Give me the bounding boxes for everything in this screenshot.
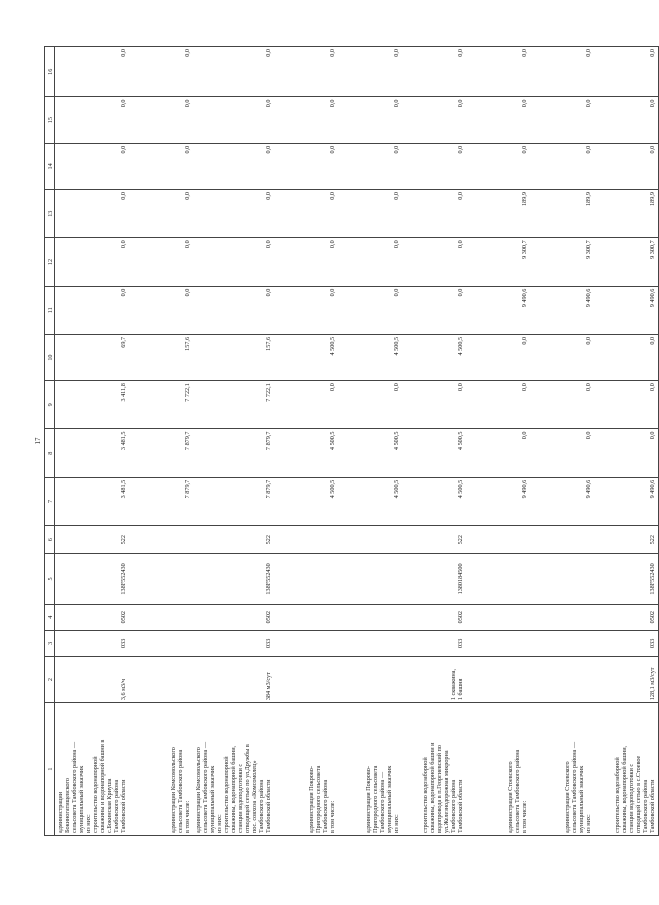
row-name-line: Тамбовского района bbox=[642, 779, 649, 833]
row-name-line: администрации Комсомольского bbox=[195, 747, 202, 833]
table-row bbox=[402, 47, 466, 836]
amount-cell-c13: 189,9 bbox=[594, 190, 659, 238]
row-name-line: станции водоподготовки с bbox=[628, 763, 635, 833]
table-row bbox=[594, 47, 659, 836]
table-row bbox=[530, 47, 594, 836]
amount-cell-c11: 9 490,6 bbox=[530, 286, 594, 334]
capacity-cell bbox=[530, 656, 594, 702]
row-name-cell bbox=[193, 703, 274, 836]
row-name-line: Тамбовского района bbox=[258, 779, 265, 833]
amount-cell-c13: 0,0 bbox=[193, 190, 274, 238]
row-name-line: администрации bbox=[57, 791, 64, 833]
amount-cell-c9: 0,0 bbox=[338, 381, 402, 429]
row-name-line: муниципальный заказчик bbox=[386, 765, 393, 833]
amount-cell-c11: 0,0 bbox=[129, 286, 193, 334]
expense-type-cell: 522 bbox=[594, 526, 659, 554]
column-number-14: 14 bbox=[45, 143, 55, 189]
column-number-2: 2 bbox=[45, 656, 55, 702]
column-number-8: 8 bbox=[45, 429, 55, 477]
header-row bbox=[45, 47, 55, 836]
target-code-cell bbox=[338, 554, 402, 604]
row-name-line: из них: bbox=[585, 814, 592, 833]
target-code-cell bbox=[530, 554, 594, 604]
amount-cell-c15: 0,0 bbox=[530, 97, 594, 143]
row-name-line: строительство водозаборной bbox=[614, 757, 621, 833]
capacity-cell bbox=[55, 656, 130, 702]
target-code-cell bbox=[129, 554, 193, 604]
ministry-code-cell bbox=[129, 630, 193, 656]
amount-cell-c10: 157,6 bbox=[129, 334, 193, 380]
expense-type-cell bbox=[466, 526, 530, 554]
amount-cell-c12: 9 300,7 bbox=[530, 238, 594, 286]
amount-cell-c11: 0,0 bbox=[55, 286, 130, 334]
row-name-line: в том числе: bbox=[184, 800, 191, 833]
amount-cell-c8: 0,0 bbox=[530, 429, 594, 477]
row-name-cell bbox=[129, 703, 193, 836]
amount-cell-c8: 4 500,5 bbox=[402, 429, 466, 477]
row-name-cell bbox=[274, 703, 338, 836]
column-number-13: 13 bbox=[45, 190, 55, 238]
amount-cell-c11: 0,0 bbox=[402, 286, 466, 334]
row-name-line: муниципальный заказчик bbox=[578, 765, 585, 833]
row-name-line: из них: bbox=[216, 814, 223, 833]
ministry-code-cell bbox=[530, 630, 594, 656]
capacity-line: 128,1 м3/сут bbox=[649, 667, 656, 701]
amount-cell-c8: 7 879,7 bbox=[129, 429, 193, 477]
row-name-line: с.Бокинская Криуша bbox=[106, 778, 113, 833]
row-name-line: Тамбовской области bbox=[265, 779, 272, 833]
capacity-cell bbox=[338, 656, 402, 702]
amount-cell-c12: 9 300,7 bbox=[466, 238, 530, 286]
amount-cell-c14: 0,0 bbox=[274, 143, 338, 189]
row-name-line: Тамбовского района bbox=[450, 779, 457, 833]
amount-cell-c13: 0,0 bbox=[129, 190, 193, 238]
row-name-line: муниципальный заказчик bbox=[78, 765, 85, 833]
amount-cell-c9: 0,0 bbox=[594, 381, 659, 429]
column-number-7: 7 bbox=[45, 477, 55, 525]
amount-cell-c7: 9 490,6 bbox=[594, 477, 659, 525]
row-name-line: администрация Покрово- bbox=[308, 766, 315, 833]
rotated-table-page bbox=[34, 46, 656, 836]
capacity-cell bbox=[193, 656, 274, 702]
amount-cell-c15: 0,0 bbox=[274, 97, 338, 143]
amount-cell-c16: 0,0 bbox=[594, 47, 659, 97]
capacity-cell bbox=[129, 656, 193, 702]
row-name-line: в том числе: bbox=[521, 800, 528, 833]
row-name-line: Тамбовского района bbox=[322, 779, 329, 833]
capacity-line: 384 м3/сут bbox=[265, 672, 272, 701]
amount-cell-c12: 0,0 bbox=[129, 238, 193, 286]
expense-type-cell: 522 bbox=[55, 526, 130, 554]
amount-cell-c11: 0,0 bbox=[274, 286, 338, 334]
amount-cell-c9: 3 411,8 bbox=[55, 381, 130, 429]
amount-cell-c14: 0,0 bbox=[129, 143, 193, 189]
row-name-line: сельсовета Тамбовского района — bbox=[571, 741, 578, 833]
amount-cell-c9: 0,0 bbox=[274, 381, 338, 429]
section-code-cell: 0502 bbox=[193, 604, 274, 630]
row-name-line: сельсовета Тамбовского района — bbox=[71, 741, 78, 833]
amount-cell-c14: 0,0 bbox=[193, 143, 274, 189]
amount-cell-c10: 0,0 bbox=[594, 334, 659, 380]
amount-cell-c9: 7 722,1 bbox=[129, 381, 193, 429]
row-name-line: Тамбовского района — bbox=[379, 771, 386, 833]
expense-type-cell bbox=[129, 526, 193, 554]
amount-cell-c12: 0,0 bbox=[338, 238, 402, 286]
amount-cell-c7: 4 500,5 bbox=[402, 477, 466, 525]
row-name-line: отводящей сетью по ул.Дружбы в bbox=[244, 744, 251, 833]
amount-cell-c15: 0,0 bbox=[129, 97, 193, 143]
row-name-cell bbox=[530, 703, 594, 836]
row-name-line: строительство водонапорной bbox=[92, 756, 99, 833]
row-name-line: скважины, водонапорной башни, bbox=[621, 745, 628, 833]
amount-cell-c11: 9 490,6 bbox=[466, 286, 530, 334]
table-row bbox=[274, 47, 338, 836]
amount-cell-c12: 0,0 bbox=[193, 238, 274, 286]
capacity-line: 3,6 м3/ч bbox=[120, 679, 127, 701]
row-name-line: Пригородного сельсовета bbox=[315, 765, 322, 833]
amount-cell-c14: 0,0 bbox=[530, 143, 594, 189]
expense-type-cell: 522 bbox=[193, 526, 274, 554]
amount-cell-c16: 0,0 bbox=[55, 47, 130, 97]
amount-cell-c15: 0,0 bbox=[466, 97, 530, 143]
amount-cell-c13: 189,9 bbox=[466, 190, 530, 238]
row-name-line: станции водоподготовки с bbox=[237, 763, 244, 833]
amount-cell-c14: 0,0 bbox=[338, 143, 402, 189]
amount-cell-c11: 0,0 bbox=[338, 286, 402, 334]
amount-cell-c10: 4 500,5 bbox=[402, 334, 466, 380]
table-row bbox=[338, 47, 402, 836]
ministry-code-cell: 033 bbox=[193, 630, 274, 656]
ministry-code-cell bbox=[338, 630, 402, 656]
row-name-line: Тамбовской области bbox=[649, 779, 656, 833]
row-name-line: отводящей сетью в с.Стоевое bbox=[635, 755, 642, 833]
amount-cell-c8: 0,0 bbox=[594, 429, 659, 477]
amount-cell-c13: 0,0 bbox=[402, 190, 466, 238]
amount-cell-c9: 0,0 bbox=[402, 381, 466, 429]
column-number-5: 5 bbox=[45, 554, 55, 604]
amount-cell-c16: 0,0 bbox=[338, 47, 402, 97]
amount-cell-c8: 4 500,5 bbox=[338, 429, 402, 477]
ministry-code-cell: 033 bbox=[55, 630, 130, 656]
amount-cell-c15: 0,0 bbox=[55, 97, 130, 143]
expense-type-cell bbox=[530, 526, 594, 554]
amount-cell-c10: 0,0 bbox=[530, 334, 594, 380]
expense-type-cell bbox=[274, 526, 338, 554]
amount-cell-c10: 0,0 bbox=[466, 334, 530, 380]
row-name-cell bbox=[338, 703, 402, 836]
table-row bbox=[55, 47, 130, 836]
column-number-4: 4 bbox=[45, 604, 55, 630]
ministry-code-cell bbox=[466, 630, 530, 656]
row-name-line: администрация Покрово- bbox=[365, 766, 372, 833]
row-name-line: из них: bbox=[393, 814, 400, 833]
row-name-line: сельсовета Тамбовского района — bbox=[202, 741, 209, 833]
row-name-line: Тамбовской области bbox=[457, 779, 464, 833]
amount-cell-c14: 0,0 bbox=[402, 143, 466, 189]
expense-type-cell: 522 bbox=[402, 526, 466, 554]
financing-table bbox=[44, 46, 659, 836]
amount-cell-c15: 0,0 bbox=[193, 97, 274, 143]
amount-cell-c10: 69,7 bbox=[55, 334, 130, 380]
section-code-cell bbox=[129, 604, 193, 630]
row-name-line: в том числе: bbox=[329, 800, 336, 833]
amount-cell-c10: 4 500,5 bbox=[338, 334, 402, 380]
amount-cell-c16: 0,0 bbox=[402, 47, 466, 97]
amount-cell-c7: 7 879,7 bbox=[193, 477, 274, 525]
capacity-cell bbox=[274, 656, 338, 702]
section-code-cell bbox=[274, 604, 338, 630]
amount-cell-c13: 0,0 bbox=[274, 190, 338, 238]
row-name-line: водопровода в п.Георгиевский по bbox=[436, 745, 443, 833]
amount-cell-c11: 0,0 bbox=[193, 286, 274, 334]
section-code-cell: 0502 bbox=[55, 604, 130, 630]
section-code-cell bbox=[338, 604, 402, 630]
amount-cell-c12: 9 300,7 bbox=[594, 238, 659, 286]
amount-cell-c12: 0,0 bbox=[402, 238, 466, 286]
page-number: 17 bbox=[34, 437, 42, 445]
capacity-cell bbox=[594, 656, 659, 702]
capacity-line: 1 башня bbox=[457, 678, 464, 701]
amount-cell-c16: 0,0 bbox=[129, 47, 193, 97]
amount-cell-c7: 7 879,7 bbox=[129, 477, 193, 525]
expense-type-cell bbox=[338, 526, 402, 554]
row-name-line: из них: bbox=[85, 814, 92, 833]
row-name-line: пос. совхоза «Комсомолец» bbox=[251, 760, 258, 833]
column-number-15: 15 bbox=[45, 97, 55, 143]
table-body bbox=[45, 47, 659, 836]
column-number-16: 16 bbox=[45, 47, 55, 97]
amount-cell-c15: 0,0 bbox=[402, 97, 466, 143]
amount-cell-c13: 189,9 bbox=[530, 190, 594, 238]
row-name-line: муниципальный заказчик bbox=[209, 765, 216, 833]
section-code-cell bbox=[530, 604, 594, 630]
column-number-6: 6 bbox=[45, 526, 55, 554]
target-code-cell bbox=[274, 554, 338, 604]
amount-cell-c16: 0,0 bbox=[193, 47, 274, 97]
amount-cell-c7: 4 500,5 bbox=[338, 477, 402, 525]
column-number-10: 10 bbox=[45, 334, 55, 380]
row-name-line: строительство водонапорной bbox=[223, 756, 230, 833]
column-number-9: 9 bbox=[45, 381, 55, 429]
amount-cell-c16: 0,0 bbox=[530, 47, 594, 97]
amount-cell-c12: 0,0 bbox=[274, 238, 338, 286]
amount-cell-c9: 0,0 bbox=[466, 381, 530, 429]
target-code-cell: 138F552430 bbox=[594, 554, 659, 604]
row-name-line: скважины, водонапорной башни и bbox=[429, 742, 436, 833]
amount-cell-c7: 9 490,6 bbox=[466, 477, 530, 525]
ministry-code-cell: 033 bbox=[402, 630, 466, 656]
amount-cell-c16: 0,0 bbox=[466, 47, 530, 97]
section-code-cell: 0502 bbox=[402, 604, 466, 630]
amount-cell-c8: 0,0 bbox=[466, 429, 530, 477]
amount-cell-c14: 0,0 bbox=[466, 143, 530, 189]
amount-cell-c9: 7 722,1 bbox=[193, 381, 274, 429]
amount-cell-c13: 0,0 bbox=[55, 190, 130, 238]
amount-cell-c7: 3 481,5 bbox=[55, 477, 130, 525]
amount-cell-c8: 3 481,5 bbox=[55, 429, 130, 477]
section-code-cell bbox=[466, 604, 530, 630]
row-name-line: сельсовета Тамбовского района bbox=[177, 749, 184, 833]
column-number-1: 1 bbox=[45, 703, 55, 836]
target-code-cell: 1380184500 bbox=[402, 554, 466, 604]
column-number-12: 12 bbox=[45, 238, 55, 286]
capacity-cell bbox=[466, 656, 530, 702]
amount-cell-c10: 4 500,5 bbox=[274, 334, 338, 380]
row-name-line: строительство водозаборной bbox=[422, 757, 429, 833]
row-name-line: Пригородного сельсовета bbox=[372, 765, 379, 833]
amount-cell-c12: 0,0 bbox=[55, 238, 130, 286]
column-number-11: 11 bbox=[45, 286, 55, 334]
ministry-code-cell: 033 bbox=[594, 630, 659, 656]
amount-cell-c13: 0,0 bbox=[338, 190, 402, 238]
row-name-line: скважины и водонапорной башни в bbox=[99, 739, 106, 833]
amount-cell-c7: 9 490,6 bbox=[530, 477, 594, 525]
table-row bbox=[466, 47, 530, 836]
table-row bbox=[193, 47, 274, 836]
amount-cell-c11: 9 490,6 bbox=[594, 286, 659, 334]
capacity-cell bbox=[402, 656, 466, 702]
table-row bbox=[129, 47, 193, 836]
row-name-cell bbox=[55, 703, 130, 836]
target-code-cell: 138F552430 bbox=[55, 554, 130, 604]
capacity-line: 1 скважина, bbox=[450, 669, 457, 701]
section-code-cell: 0502 bbox=[594, 604, 659, 630]
target-code-cell: 138F552430 bbox=[193, 554, 274, 604]
row-name-line: ул.Железнодорожная микрорна bbox=[443, 750, 450, 833]
row-name-line: администрация Стоевского bbox=[507, 761, 514, 833]
ministry-code-cell bbox=[274, 630, 338, 656]
row-name-cell bbox=[466, 703, 530, 836]
amount-cell-c8: 7 879,7 bbox=[193, 429, 274, 477]
row-name-line: Бокиногатищевского bbox=[64, 778, 71, 833]
amount-cell-c15: 0,0 bbox=[594, 97, 659, 143]
amount-cell-c14: 0,0 bbox=[55, 143, 130, 189]
amount-cell-c10: 157,6 bbox=[193, 334, 274, 380]
row-name-line: сельсовета Тамбовского района bbox=[514, 749, 521, 833]
amount-cell-c7: 4 500,5 bbox=[274, 477, 338, 525]
row-name-cell bbox=[594, 703, 659, 836]
column-number-3: 3 bbox=[45, 630, 55, 656]
amount-cell-c15: 0,0 bbox=[338, 97, 402, 143]
amount-cell-c16: 0,0 bbox=[274, 47, 338, 97]
row-name-line: Тамбовской области bbox=[120, 779, 127, 833]
target-code-cell bbox=[466, 554, 530, 604]
amount-cell-c14: 0,0 bbox=[594, 143, 659, 189]
row-name-line: скважины, водонапорной башни, bbox=[230, 745, 237, 833]
row-name-cell bbox=[402, 703, 466, 836]
row-name-line: администрация Стоевского bbox=[564, 761, 571, 833]
amount-cell-c8: 4 500,5 bbox=[274, 429, 338, 477]
row-name-line: администрации Комсомольского bbox=[170, 747, 177, 833]
amount-cell-c9: 0,0 bbox=[530, 381, 594, 429]
row-name-line: Тамбовского района bbox=[113, 779, 120, 833]
